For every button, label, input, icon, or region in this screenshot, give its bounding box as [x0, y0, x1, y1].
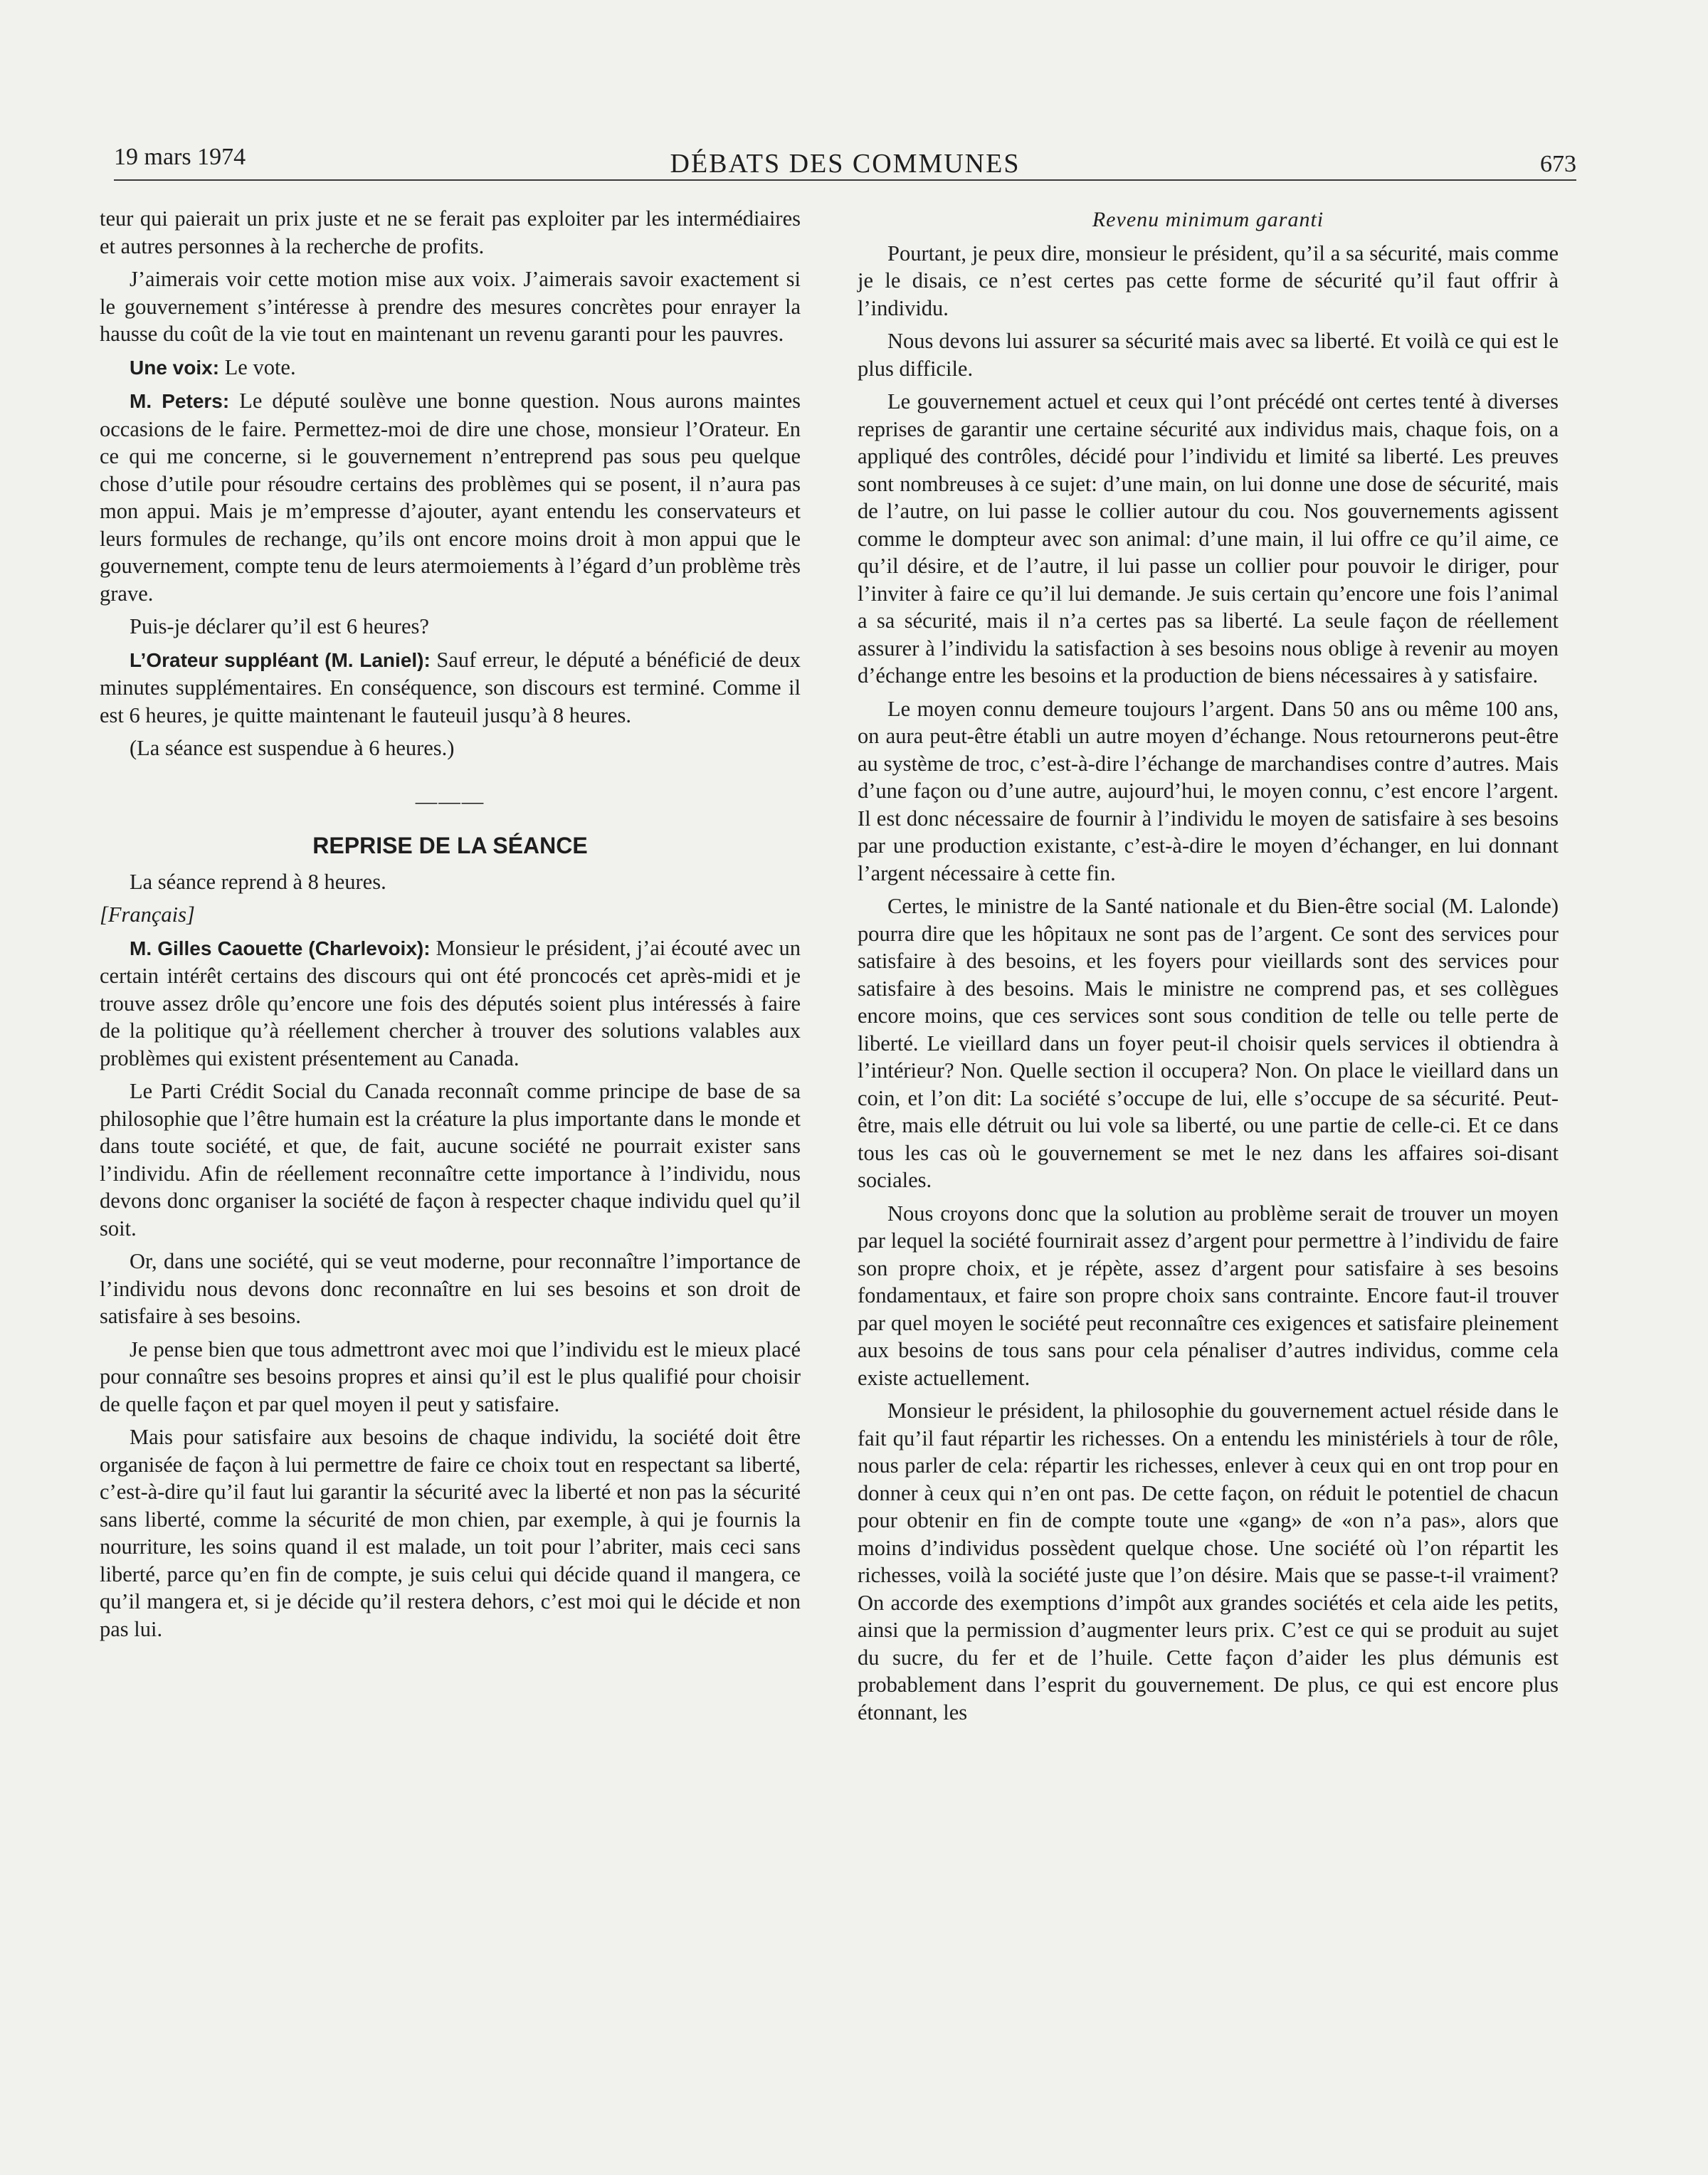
paragraph: Or, dans une société, qui se veut moderne, pour reconnaître l’importance de l’individu nous devons donc reconnaître en lui ses besoins et son droit de satisfaire à ses besoins. [100, 1249, 801, 1328]
speech-text: Le vote. [219, 354, 296, 379]
paragraph: teur qui paierait un prix juste et ne se ferait pas exploiter par les intermédiaires et autres personnes à la recherche de profits. [100, 206, 801, 258]
paragraph: Certes, le ministre de la Santé nationale et du Bien-être social (M. Lalonde) pourra dire que les hôpitaux ne sont pas de l’argent. Ce sont des services pour satisfaire à des besoins, et les foyers pour vieillards sont des services pour satisfaire à des besoins. Mais le ministre ne comprend pas, et ses collègues encore moins, que ces services sont sous condition de telle ou telle perte de liberté. Le vieillard dans un foyer peut-il choisir quels services il obtiendra à l’intérieur? Non. Quelle section il occupera? Non. On place le vieillard dans un coin, et l’on dit: La société s’occupe de lui, elle s’occupe de sa sécurité. Peut-être, mais elle détruit ou lui vole sa liberté, ou une partie de celle-ci. Et ce dans tous les cas où le gouvernement se met le nez dans les affaires soi-disant sociales. [858, 894, 1559, 1192]
right-column [858, 206, 1559, 1732]
paragraph: Monsieur le président, la philosophie du gouvernement actuel réside dans le fait qu’il faut répartir les richesses. On a entendu les ministériels à tour de rôle, nous parler de cela: répartir les richesses, enlever à ceux qui en ont trop pour en donner à ceux qui n’en ont pas. De cette façon, on réduit le potentiel de chacun pour obtenir en fin de compte toute une «gang» de «on n’a pas», alors que moins d’individus possèdent quelque chose. Une société où l’on répartit les richesses, voilà la société juste que l’on désire. Mais que se passe-t-il vraiment? On accorde des exemptions d’impôt aux grandes sociétés et cela aide les petits, ainsi que la permission d’augmenter leurs prix. C’est ce qui se produit au sujet du sucre, du fer et de l’huile. Cette façon d’aider les plus démunis est probablement dans l’esprit du gouvernement. De plus, ce qui est encore plus étonnant, les [858, 1399, 1559, 1724]
paragraph: La séance reprend à 8 heures. [130, 869, 386, 894]
paragraph: Pourtant, je peux dire, monsieur le président, qu’il a sa sécurité, mais comme je le disais, ce n’est certes pas cette forme de sécurité qu’il faut offrir à l’individu. [858, 241, 1559, 320]
speech-paragraph [100, 934, 801, 1073]
speech-paragraph [100, 354, 801, 382]
speech-paragraph [100, 646, 801, 730]
page-number: 673 [1540, 151, 1576, 177]
language-marker: [Français] [100, 902, 195, 927]
paragraph: Nous croyons donc que la solution au problème serait de trouver un moyen par lequel la société fournirait assez d’argent pour permettre à l’individu de faire son propre choix, et je répète, assez d’argent pour satisfaire à ses besoins fondamentaux, et faire son propre choix sans contrainte. Encore faut-il trouver par quel moyen le société peut reconnaître ces exigences et satisfaire pleinement aux besoins de tous sans pour cela pénaliser d’autres individus, comme cela existe actuellement. [858, 1201, 1559, 1390]
speech-text: Monsieur le président, j’ai écouté avec un certain intérêt certains des discours qui ont été proncocés cet après-midi et je trouve assez drôle qu’encore une fois des députés soient plus intéressés à faire de la politique qu’à réellement chercher à trouver des solutions valables aux problèmes qui existent présentement au Canada. [100, 935, 801, 1070]
section-divider: ——— [415, 789, 485, 813]
speaker-name: L’Orateur suppléant (M. Laniel): [130, 648, 431, 671]
speech-text: Sauf erreur, le député a bénéficié de deux minutes supplémentaires. En conséquence, son discours est terminé. Comme il est 6 heures, je quitte maintenant le fauteuil jusqu’à 8 heures. [100, 647, 801, 727]
paragraph: Nous devons lui assurer sa sécurité mais avec sa liberté. Et voilà ce qui est le plus difficile. [858, 329, 1559, 381]
paragraph: Le moyen connu demeure toujours l’argent. Dans 50 ans ou même 100 ans, on aura peut-être établi un autre moyen d’échange. Nous retournerons peut-être au système de troc, c’est-à-dire l’échange de marchandises contre d’autres. Mais d’une façon ou d’une autre, aujourd’hui, le moyen connu, c’est encore l’argent. Il est donc nécessaire de fournir à l’individu le moyen de satisfaire à ses besoins par une production existante, c’est-à-dire le moyen d’échanger, en lui donnant l’argent nécessaire à cette fin. [858, 696, 1559, 885]
speaker-name: M. Gilles Caouette (Charlevoix): [130, 937, 431, 959]
speaker-name: M. Peters: [130, 390, 230, 412]
paragraph: Le Parti Crédit Social du Canada reconnaît comme principe de base de sa philosophie que l’être humain est la créature la plus importante dans le monde et dans toute société, et que, de fait, aucune société ne pourrait exister sans l’individu. Afin de réellement reconnaître cette importance à l’individu, nous devons donc organiser la société de façon à respecter chaque individu quel qu’il soit. [100, 1079, 801, 1241]
speaker-name: Une voix: [130, 356, 220, 379]
paragraph: Puis-je déclarer qu’il est 6 heures? [130, 614, 429, 638]
paragraph: Le gouvernement actuel et ceux qui l’ont précédé ont certes tenté à diverses reprises de garantir une certaine sécurité aux individus mais, chaque fois, on a appliqué des contrôles, décidé pour l’individu et limité sa liberté. Les preuves sont nombreuses à ce sujet: d’une main, on lui donne une dose de sécurité, mais de l’autre, on lui passe le collier autour du cou. Nos gouvernements agissent comme le dompteur avec son animal: d’une main, il lui offre ce qu’il aime, ce qu’il désire, et de l’autre, il lui passe un collier pour pouvoir le diriger, pour l’inviter à faire ce qu’il lui demande. Je suis certain qu’encore une fois l’animal a sa sécurité, mais il n’a certes pas sa liberté. La seule façon de réellement assurer à l’individu la satisfaction à ses besoins nous oblige à revenir au moyen d’échange entre les besoins et la production de biens nécessaires à y satisfaire. [858, 389, 1559, 688]
section-title: REPRISE DE LA SÉANCE [312, 833, 588, 858]
paragraph: Je pense bien que tous admettront avec moi que l’individu est le mieux placé pour connaître ses besoins propres et ainsi qu’il est le plus qualifié pour choisir de quelle façon et par quel moyen il peut y satisfaire. [100, 1337, 801, 1416]
left-column [100, 205, 801, 1648]
speech-paragraph [100, 387, 801, 607]
header-date: 19 mars 1974 [114, 144, 246, 170]
page-header [114, 142, 1576, 182]
running-head: Revenu minimum garanti [1092, 208, 1324, 231]
paragraph: (La séance est suspendue à 6 heures.) [130, 736, 455, 760]
header-rule [114, 179, 1576, 181]
speech-text: Le député soulève une bonne question. Nous aurons maintes occasions de le faire. Permettez-moi de dire une chose, monsieur l’Orateur. En ce qui me concerne, si le gouvernement n’entreprend pas sous peu quelque chose d’utile pour résoudre certains des problèmes qui se posent, il n’aura pas mon appui. Mais je m’empresse d’ajouter, ayant entendu les conservateurs et leurs formules de rechange, qu’ils ont encore moins droit à mon appui que le gouvernement, compte tenu de leurs atermoiements à l’égard d’un problème très grave. [100, 389, 801, 606]
header-title: DÉBATS DES COMMUNES [670, 149, 1021, 179]
paragraph: J’aimerais voir cette motion mise aux voix. J’aimerais savoir exactement si le gouvernement s’intéresse à prendre des mesures concrètes pour enrayer la hausse du coût de la vie tout en maintenant un revenu garanti pour les pauvres. [100, 267, 801, 346]
paragraph: Mais pour satisfaire aux besoins de chaque individu, la société doit être organisée de façon à lui permettre de faire ce choix tout en respectant sa liberté, c’est-à-dire qu’il faut lui garantir la sécurité avec la liberté et non pas la sécurité sans liberté, comme la sécurité de mon chien, par exemple, à qui je fournis la nourriture, les soins quand il est malade, un toit pour l’abriter, mais ceci sans liberté, parce qu’en fin de compte, je suis celui qui décide quand il mangera, ce qu’il mangera et, si je décide qu’il restera dehors, c’est moi qui le décide et non pas lui. [100, 1425, 801, 1641]
